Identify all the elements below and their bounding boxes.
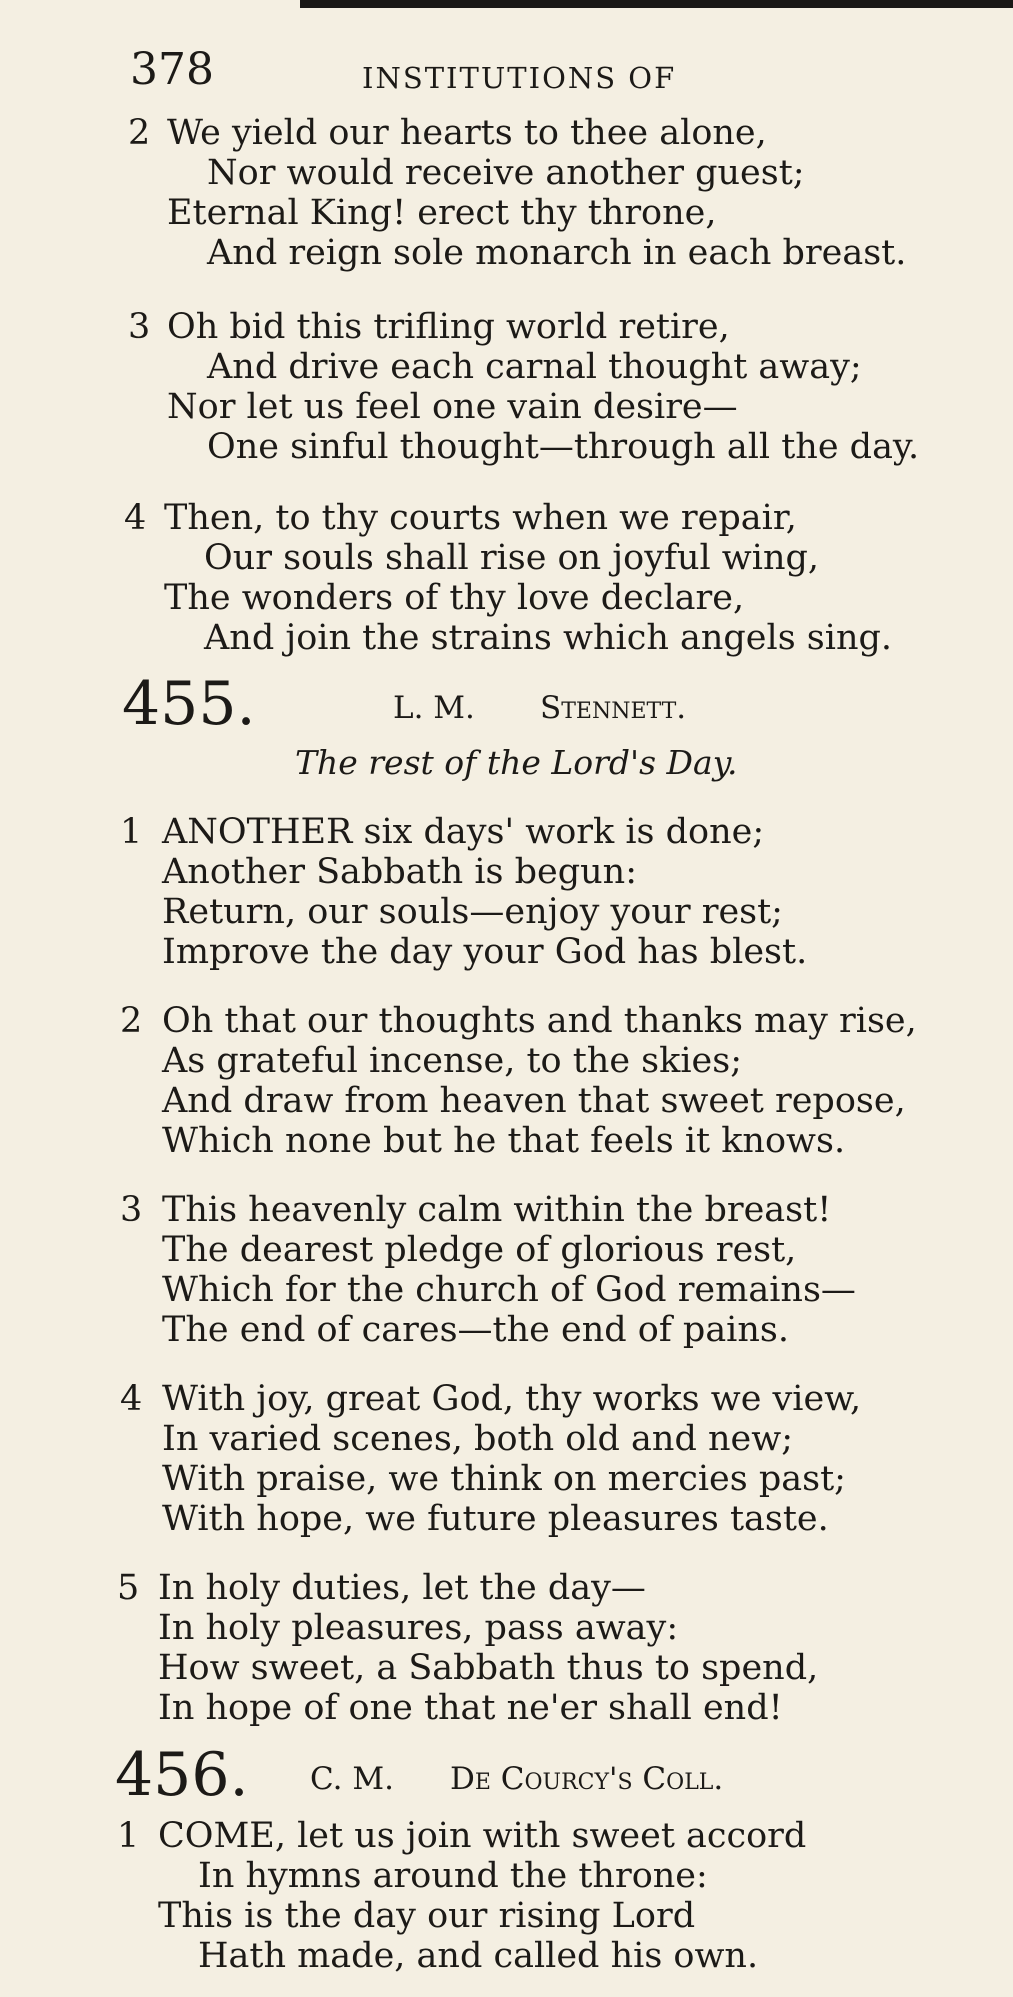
hymn-meter: C. M. (310, 1761, 394, 1797)
hymn-meter: L. M. (393, 690, 475, 726)
verse-line: Eternal King! erect thy throne, (167, 193, 717, 233)
verse-number: 1 (117, 1816, 140, 1856)
verse-line: How sweet, a Sabbath thus to spend, (158, 1648, 819, 1688)
verse-line: This heavenly calm within the breast! (162, 1190, 832, 1230)
verse-line: We yield our hearts to thee alone, (167, 113, 767, 153)
verse-line: Another Sabbath is begun: (162, 852, 637, 892)
verse-number: 5 (117, 1568, 140, 1608)
verse-number: 4 (120, 1379, 143, 1419)
hymn-number: 456. (115, 1740, 249, 1810)
verse-line: In hymns around the throne: (198, 1856, 708, 1896)
verse-line: Which for the church of God remains— (162, 1270, 856, 1310)
verse-line: Nor let us feel one vain desire— (167, 387, 738, 427)
verse-line: With praise, we think on mercies past; (162, 1459, 846, 1499)
verse-line: The end of cares—the end of pains. (162, 1310, 790, 1350)
verse-line: The dearest pledge of glorious rest, (162, 1230, 797, 1270)
hymn-number: 455. (122, 669, 256, 739)
hymn-author: Stennett. (540, 690, 687, 726)
verse-line: In holy duties, let the day— (158, 1568, 646, 1608)
verse-line: This is the day our rising Lord (158, 1896, 696, 1936)
verse-line: With joy, great God, thy works we view, (162, 1379, 862, 1419)
top-rule (300, 0, 1013, 8)
verse-line: In hope of one that ne'er shall end! (158, 1688, 783, 1728)
running-title: INSTITUTIONS OF (362, 61, 677, 95)
verse-line: And drive each carnal thought away; (207, 347, 862, 387)
verse-line: Improve the day your God has blest. (162, 932, 808, 972)
verse-line: And reign sole monarch in each breast. (207, 233, 907, 273)
page-number: 378 (130, 44, 214, 95)
verse-number: 2 (128, 113, 151, 153)
verse-line: ANOTHER six days' work is done; (162, 812, 765, 852)
verse-number: 4 (124, 498, 147, 538)
verse-line: Nor would receive another guest; (207, 153, 805, 193)
verse-number: 3 (120, 1190, 143, 1230)
verse-number: 1 (120, 812, 143, 852)
verse-line: As grateful incense, to the skies; (162, 1041, 743, 1081)
verse-line: The wonders of thy love declare, (164, 578, 745, 618)
verse-line: Then, to thy courts when we repair, (164, 498, 797, 538)
verse-line: Oh that our thoughts and thanks may rise, (162, 1001, 917, 1041)
verse-line: With hope, we future pleasures taste. (162, 1499, 829, 1539)
verse-line: In varied scenes, both old and new; (162, 1419, 793, 1459)
hymn-title: The rest of the Lord's Day. (295, 743, 738, 782)
hymn-author: De Courcy's Coll. (450, 1761, 724, 1797)
verse-line: COME, let us join with sweet accord (158, 1816, 807, 1856)
verse-line: One sinful thought—through all the day. (207, 427, 920, 467)
verse-line: Return, our souls—enjoy your rest; (162, 892, 783, 932)
verse-line: And join the strains which angels sing. (204, 618, 893, 658)
verse-line: In holy pleasures, pass away: (158, 1608, 679, 1648)
verse-number: 3 (128, 307, 151, 347)
verse-line: And draw from heaven that sweet repose, (162, 1081, 906, 1121)
verse-line: Our souls shall rise on joyful wing, (204, 538, 820, 578)
verse-line: Oh bid this trifling world retire, (167, 307, 730, 347)
verse-number: 2 (120, 1001, 143, 1041)
verse-line: Hath made, and called his own. (198, 1936, 759, 1976)
verse-line: Which none but he that feels it knows. (162, 1121, 846, 1161)
